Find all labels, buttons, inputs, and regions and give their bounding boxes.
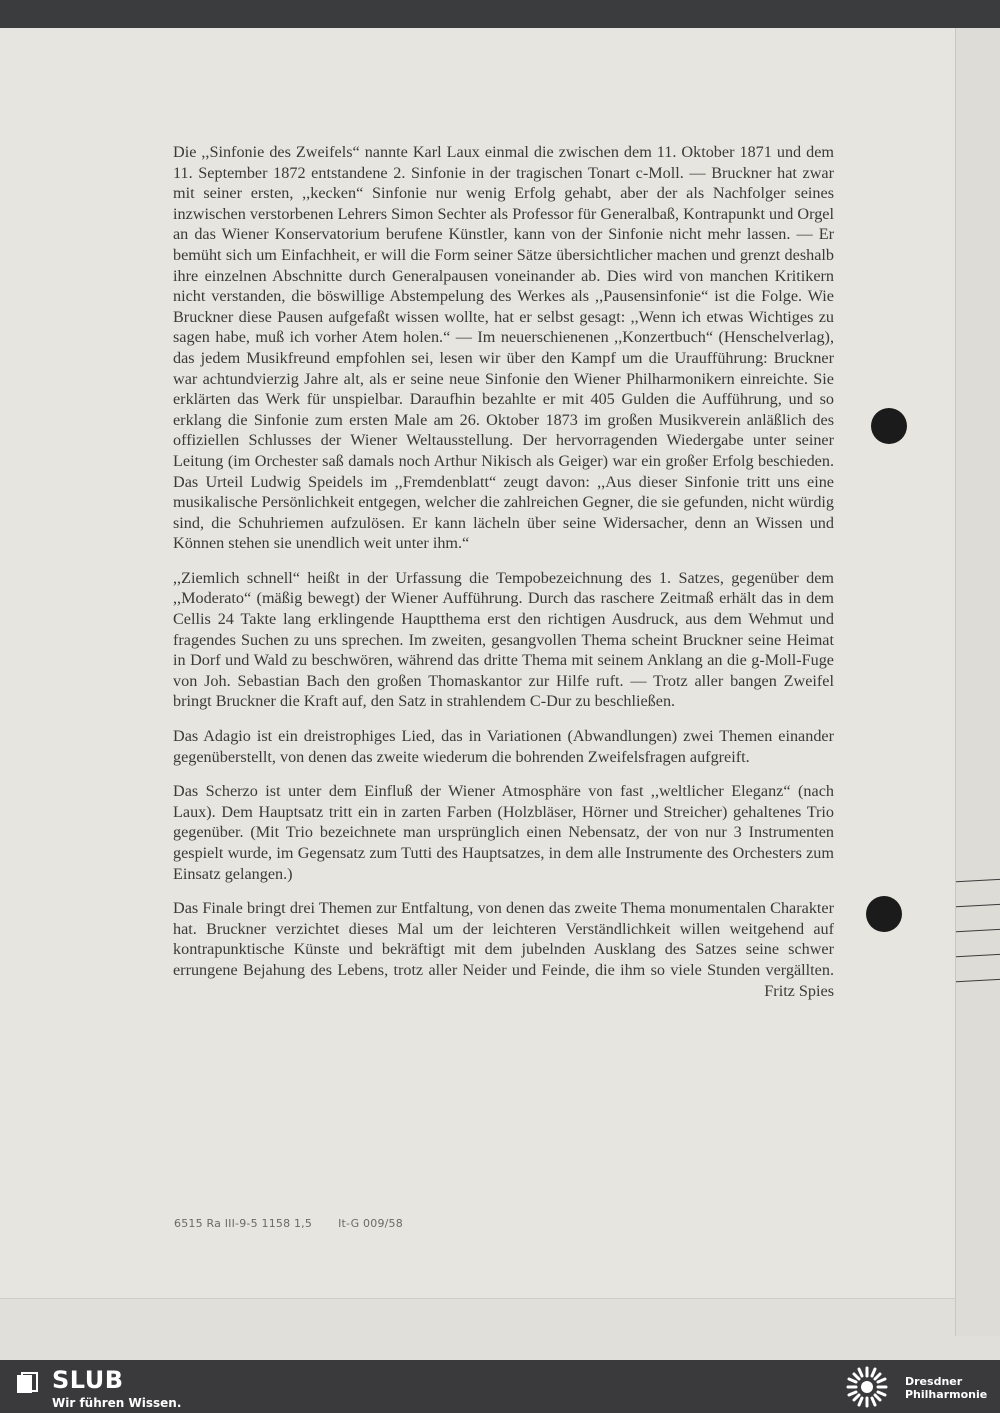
page-bottom-edge [0, 1298, 955, 1337]
paragraph-adagio: Das Adagio ist ein dreistrophiges Lied, das in Variationen (Abwandlungen) zwei Themen einander gegenüberstellt, von denen das zweite wiederum die bohrenden Zweifelsfragen aufgreift. [173, 727, 834, 766]
print-code [174, 1217, 403, 1230]
paragraph-scherzo: Das Scherzo ist unter dem Einfluß der Wiener Atmosphäre von fast ,,weltlicher Eleganz“ (nach Laux). Dem Hauptsatz tritt ein in zarten Farben (Holzbläser, Hörner und Streicher) gehaltenes Trio gegenüber. (Mit Trio bezeichnete man ursprünglich einen Nebensatz, der von nur 3 Instrumenten gespielt wurde, im Gegensatz zum Tutti des Hauptsatzes, in dem alle Instrumente des Orchesters zum Einsatz gelangen.) [173, 782, 834, 883]
slub-logo-icon [14, 1371, 40, 1397]
page-edge [955, 28, 1000, 1336]
scan-top-border [0, 0, 1000, 28]
punch-hole-lower [866, 896, 902, 932]
punch-hole-upper [871, 408, 907, 444]
philharmonie-logo-icon [842, 1364, 892, 1410]
philharmonie-name-line2: Philharmonie [905, 1388, 988, 1401]
paragraph-finale-text: Das Finale bringt drei Themen zur Entfaltung, von denen das zweite Thema monumentalen Charakter hat. Bruckner verzichtet dieses Mal um der leichteren Verständlichkeit willen weitgehend auf kontrapunktische Künste und bekräftigt mit dem jubelnden Ausklang des Satzes seine schwer errungene Bejahung des Lebens, trotz aller Neider und Feinde, die ihm so viele Stunden vergällten. [173, 899, 834, 979]
print-code-license: It-G 009/58 [338, 1217, 403, 1230]
author-signature: Fritz Spies [764, 981, 834, 1000]
slub-name: SLUB [52, 1366, 124, 1394]
scan-bottom-border [0, 1336, 1000, 1360]
philharmonie-name-line1: Dresdner [905, 1375, 963, 1388]
footer-bar [0, 1360, 1000, 1413]
paragraph-finale [173, 898, 834, 1000]
paragraph-intro: Die ,,Sinfonie des Zweifels“ nannte Karl Laux einmal die zwischen dem 11. Oktober 1871 und dem 11. September 1872 entstandene 2. Sinfonie in der tragischen Tonart c-Moll. — Bruckner hat zwar mit seiner ersten, ,,kecken“ Sinfonie nur wenig Erfolg gehabt, aber der als Nachfolger seines inzwischen verstorbenen Lehrers Simon Sechter als Professor für Generalbaß, Kontrapunkt und Orgel an das Wiener Konservatorium berufene Künstler, kann von der Sinfonie nicht mehr lassen. — Er bemüht sich um Einfachheit, er will die Form seiner Sätze übersichtlicher machen und grenzt deshalb ihre einzelnen Abschnitte durch Generalpausen voneinander ab. Dies wird von manchen Kritikern nicht verstanden, die böswillige Abstempelung des Werkes als ,,Pausensinfonie“ ist die Folge. Wie Bruckner diese Pausen aufgefaßt wissen wollte, hat er selbst gesagt: ,,Wenn ich etwas Wichtiges zu sagen habe, muß ich vorher Atem holen.“ — Im neuerschienenen ,,Konzertbuch“ (Henschelverlag), das jedem Musikfreund empfohlen sei, lesen wir über den Kampf um die Uraufführung: Bruckner war achtundvierzig Jahre alt, als er seine neue Sinfonie den Wiener Philharmonikern einreichte. Sie erklärten das Werk für unspielbar. Daraufhin bezahlte er mit 405 Gulden die Aufführung, und so erklang die Sinfonie zum ersten Male am 26. Oktober 1873 im großen Musikverein anläßlich des offiziellen Schlusses der Wiener Weltausstellung. Der hervorragenden Wiedergabe unter seiner Leitung (im Orchester saß damals noch Arthur Nikisch als Geiger) war ein großer Erfolg beschieden. Das Urteil Ludwig Speidels im ,,Fremdenblatt“ zeugt davon: ,,Aus dieser Sinfonie tritt uns eine musikalische Persönlichkeit entgegen, welcher die zahlreichen Gegner, die sie gefunden, nicht würdig sind, die Schuhriemen aufzulösen. Er kann lächeln über seine Widersacher, denn an Wissen und Können stehen sie unendlich weit unter ihm.“ [173, 143, 835, 553]
paragraph-first-movement: ,,Ziemlich schnell“ heißt in der Urfassung die Tempobezeichnung des 1. Satzes, gegenüber dem ,,Moderato“ (mäßig bewegt) der Wiener Aufführung. Durch das raschere Zeitmaß erhält das in dem Cellis 24 Takte lang erklingende Hauptthema erst den richtigen Ausdruck, aus dem Wehmut und fragendes Suchen zu uns sprechen. Im zweiten, gesangvollen Thema scheint Bruckner seine Heimat in Dorf und Wald zu beschwören, während das dritte Thema mit seinem Anklang an die g-Moll-Fuge von Joh. Sebastian Bach den großen Thomaskantor zur Hilfe ruft. — Trotz aller bangen Zweifel bringt Bruckner die Kraft auf, den Satz in strahlendem C-Dur zu beschließen. [173, 568, 834, 711]
print-code-number: 6515 Ra III-9-5 1158 1,5 [174, 1217, 313, 1230]
article-body [173, 142, 834, 1001]
philharmonie-name [905, 1375, 987, 1401]
slub-tagline: Wir führen Wissen. [52, 1396, 182, 1410]
